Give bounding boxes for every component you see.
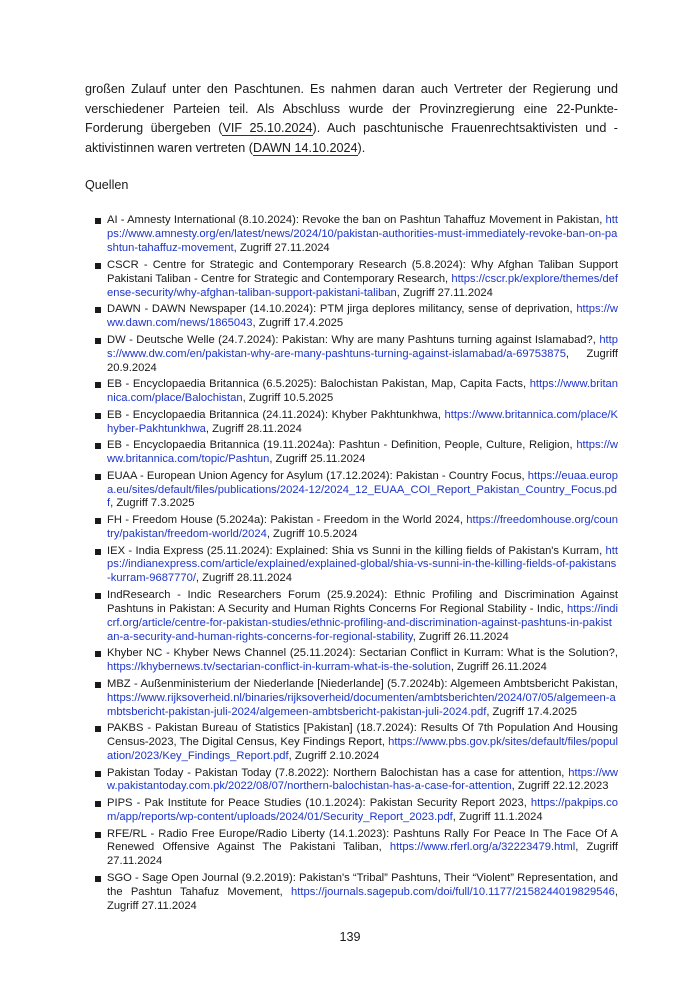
- reference-access-date: , Zugriff 2.10.2024: [288, 749, 380, 762]
- reference-item: [95, 409, 618, 437]
- reference-text: EB - Encyclopaedia Britannica (6.5.2025): Balochistan Pakistan, Map, Capita Facts,: [107, 378, 530, 391]
- reference-text: CSCR - Centre for Strategic and Contemporary Research (5.8.2024): Why Afghan Taliban Support Pakistani Taliban - Centre for Strategic and Contemporary Research,: [107, 258, 618, 285]
- reference-text: Pakistan Today - Pakistan Today (7.8.2022): Northern Balochistan has a case for attention,: [107, 766, 569, 779]
- reference-url-link[interactable]: https://www.dw.com/en/pakistan-why-are-many-pashtuns-turning-against-islamabad/a-69753875: [107, 333, 618, 360]
- bullet-icon: [95, 726, 101, 732]
- reference-url-link[interactable]: https://journals.sagepub.com/doi/full/10.1177/2158244019829546: [291, 885, 615, 898]
- reference-item: [95, 334, 618, 376]
- reference-text: DW - Deutsche Welle (24.7.2024): Pakistan: Why are many Pashtuns turning against Islamabad?,: [107, 333, 600, 346]
- reference-text: DAWN - DAWN Newspaper (14.10.2024): PTM jirga deplores militancy, sense of deprivation,: [107, 303, 577, 316]
- reference-item: [95, 259, 618, 301]
- reference-text: EB - Encyclopaedia Britannica (19.11.2024a): Pashtun - Definition, People, Culture, Religion,: [107, 439, 577, 452]
- reference-access-date: , Zugriff 27.11.2024: [107, 885, 618, 912]
- reference-url-link[interactable]: https://indicrf.org/article/centre-for-pakistan-studies/ethnic-profiling-and-discrimination-against-pashtuns-in-pakistan-a-security-and-human-rights-concerns-for-regional-stability: [107, 602, 618, 643]
- reference-item: [95, 303, 618, 331]
- bullet-icon: [95, 549, 101, 555]
- citation-link-vif[interactable]: VIF 25.10.2024: [222, 121, 313, 136]
- sources-heading: Quellen: [85, 178, 129, 193]
- reference-access-date: , Zugriff 26.11.2024: [450, 661, 547, 674]
- reference-text: PIPS - Pak Institute for Peace Studies (10.1.2024): Pakistan Security Report 2023,: [107, 797, 531, 810]
- reference-access-date: , Zugriff 28.11.2024: [205, 422, 302, 435]
- reference-item: [95, 214, 618, 256]
- reference-url-link[interactable]: https://cscr.pk/explore/themes/defense-security/why-afghan-taliban-support-pakistani-taliban: [107, 272, 618, 299]
- reference-access-date: , Zugriff 25.11.2024: [269, 453, 366, 465]
- bullet-icon: [95, 682, 101, 688]
- reference-list: [85, 214, 618, 913]
- bullet-icon: [95, 218, 101, 224]
- reference-access-date: , Zugriff 28.11.2024: [195, 572, 292, 585]
- reference-text: EUAA - European Union Agency for Asylum (17.12.2024): Pakistan - Country Focus,: [107, 469, 528, 482]
- reference-url-link[interactable]: https://indianexpress.com/article/explained/explained-global/shia-vs-sunni-in-the-killing-fields-of-pakistans-kurram-9687770/: [107, 544, 618, 585]
- reference-url-link[interactable]: https://euaa.europa.eu/sites/default/files/publications/2024-12/2024_12_EUAA_COI_Report_Pakistan_Country_Focus.pdf: [107, 469, 618, 510]
- reference-url-link[interactable]: https://www.rijksoverheid.nl/binaries/rijksoverheid/documenten/ambtsberichten/2024/07/05/algemeen-ambtsbericht-pakistan-juli-2024/algemeen-ambtsbericht-pakistan-juli-2024.pdf: [107, 691, 616, 718]
- bullet-icon: [95, 263, 101, 269]
- reference-access-date: , Zugriff 26.11.2024: [412, 630, 509, 643]
- reference-text: RFE/RL - Radio Free Europe/Radio Liberty (14.1.2023): Pashtuns Rally For Peace In The Face Of A Renewed Offensive Against The Pakistani Taliban,: [107, 827, 618, 854]
- reference-text: EB - Encyclopaedia Britannica (24.11.2024): Khyber Pakhtunkhwa,: [107, 408, 445, 421]
- bullet-icon: [95, 651, 101, 657]
- reference-access-date: , Zugriff 17.4.2025: [252, 317, 344, 330]
- reference-access-date: , Zugriff 10.5.2024: [266, 527, 358, 540]
- reference-access-date: , Zugriff 11.1.2024: [452, 810, 543, 823]
- bullet-icon: [95, 518, 101, 524]
- reference-item: [95, 378, 618, 406]
- page-number: 139: [339, 930, 361, 944]
- reference-url-link[interactable]: https://freedomhouse.org/country/pakistan/freedom-world/2024: [107, 514, 618, 540]
- bullet-icon: [95, 382, 101, 388]
- bullet-icon: [95, 307, 101, 313]
- reference-text: IndResearch - Indic Researchers Forum (25.9.2024): Ethnic Profiling and Discrimination Against Pashtuns in Pakistan: A Security and Human Rights Concerns For Regional Stability - Indic,: [107, 588, 618, 615]
- reference-url-link[interactable]: https://www.pakistantoday.com.pk/2022/08/07/northern-balochistan-has-a-case-for-attention: [107, 766, 618, 793]
- reference-text: AI - Amnesty International (8.10.2024): Revoke the ban on Pashtun Tahaffuz Movement in Pakistan,: [107, 214, 606, 227]
- reference-item: [95, 545, 618, 587]
- paragraph-text: ).: [357, 140, 366, 155]
- paragraph-text: ). Auch paschtunische Frauenrechtsaktivisten und -aktivistinnen waren vertreten (: [85, 121, 618, 155]
- bullet-icon: [95, 338, 101, 344]
- reference-url-link[interactable]: https://khybernews.tv/sectarian-conflict-in-kurram-what-is-the-solution: [107, 661, 451, 674]
- bullet-icon: [95, 876, 101, 882]
- reference-text: PAKBS - Pakistan Bureau of Statistics [Pakistan] (18.7.2024): Results Of 7th Population And Housing Census-2023, The Digital Census, Key Findings Report,: [107, 722, 618, 749]
- reference-access-date: , Zugriff 10.5.2025: [242, 392, 334, 404]
- reference-item: [95, 797, 618, 825]
- reference-url-link[interactable]: https://www.amnesty.org/en/latest/news/2024/10/pakistan-authorities-must-immediately-revoke-ban-on-pashtun-tahaffuz-movement: [107, 214, 618, 255]
- reference-url-link[interactable]: https://www.britannica.com/topic/Pashtun: [107, 439, 618, 465]
- reference-item: [95, 589, 618, 645]
- reference-access-date: , Zugriff 20.9.2024: [107, 347, 618, 374]
- reference-item: [95, 722, 618, 764]
- reference-text: FH - Freedom House (5.2024a): Pakistan - Freedom in the World 2024,: [107, 514, 467, 526]
- reference-access-date: , Zugriff 17.4.2025: [486, 705, 577, 718]
- paragraph-text: großen Zulauf unter den Paschtunen. Es nahmen daran auch Vertreter der Regierung und verschiedener Parteien teil. Als Abschluss wurde der Provinzregierung eine 22-Punkte-Forderung übergeben (: [85, 82, 618, 136]
- reference-item: [95, 767, 618, 795]
- reference-url-link[interactable]: https://www.rferl.org/a/32223479.html: [389, 841, 576, 854]
- reference-access-date: , Zugriff 27.11.2024: [107, 841, 618, 868]
- reference-access-date: , Zugriff 27.11.2024: [396, 286, 493, 299]
- bullet-icon: [95, 832, 101, 838]
- reference-access-date: , Zugriff 22.12.2023: [511, 780, 609, 793]
- reference-text: Khyber NC - Khyber News Channel (25.11.2024): Sectarian Conflict in Kurram: What is the Solution?,: [107, 647, 618, 660]
- bullet-icon: [95, 771, 101, 777]
- reference-item: [95, 872, 618, 914]
- citation-link-dawn[interactable]: DAWN 14.10.2024: [253, 140, 358, 155]
- reference-item: [95, 678, 618, 720]
- reference-item: [95, 439, 618, 467]
- reference-item: [95, 470, 618, 512]
- reference-access-date: , Zugriff 7.3.2025: [110, 497, 195, 510]
- reference-item: [95, 647, 618, 675]
- bullet-icon: [95, 593, 101, 599]
- reference-text: SGO - Sage Open Journal (9.2.2019): Pakistan's “Tribal” Pashtuns, Their “Violent” Representation, and the Pashtun Tahafuz Movement,: [107, 871, 618, 898]
- page-content: [85, 80, 618, 916]
- bullet-icon: [95, 413, 101, 419]
- bullet-icon: [95, 801, 101, 807]
- reference-text: MBZ - Außenministerium der Niederlande [Niederlande] (5.7.2024b): Algemeen Ambtsbericht Pakistan,: [107, 677, 618, 690]
- bullet-icon: [95, 474, 101, 480]
- bullet-icon: [95, 443, 101, 449]
- reference-text: IEX - India Express (25.11.2024): Explained: Shia vs Sunni in the killing fields of Pakistan's Kurram,: [107, 544, 606, 557]
- reference-url-link[interactable]: https://www.dawn.com/news/1865043: [107, 303, 618, 330]
- reference-url-link[interactable]: https://www.britannica.com/place/Balochistan: [107, 378, 618, 404]
- reference-item: [95, 514, 618, 542]
- reference-url-link[interactable]: https://www.britannica.com/place/Khyber-Pakhtunkhwa: [107, 408, 618, 435]
- body-paragraph: [85, 80, 618, 158]
- reference-access-date: , Zugriff 27.11.2024: [233, 242, 330, 255]
- reference-url-link[interactable]: https://www.pbs.gov.pk/sites/default/files/population/2023/Key_Findings_Report.pdf: [107, 736, 618, 762]
- reference-url-link[interactable]: https://pakpips.com/app/reports/wp-content/uploads/2024/01/Security_Report_2023.pdf: [107, 797, 618, 823]
- reference-item: [95, 828, 618, 870]
